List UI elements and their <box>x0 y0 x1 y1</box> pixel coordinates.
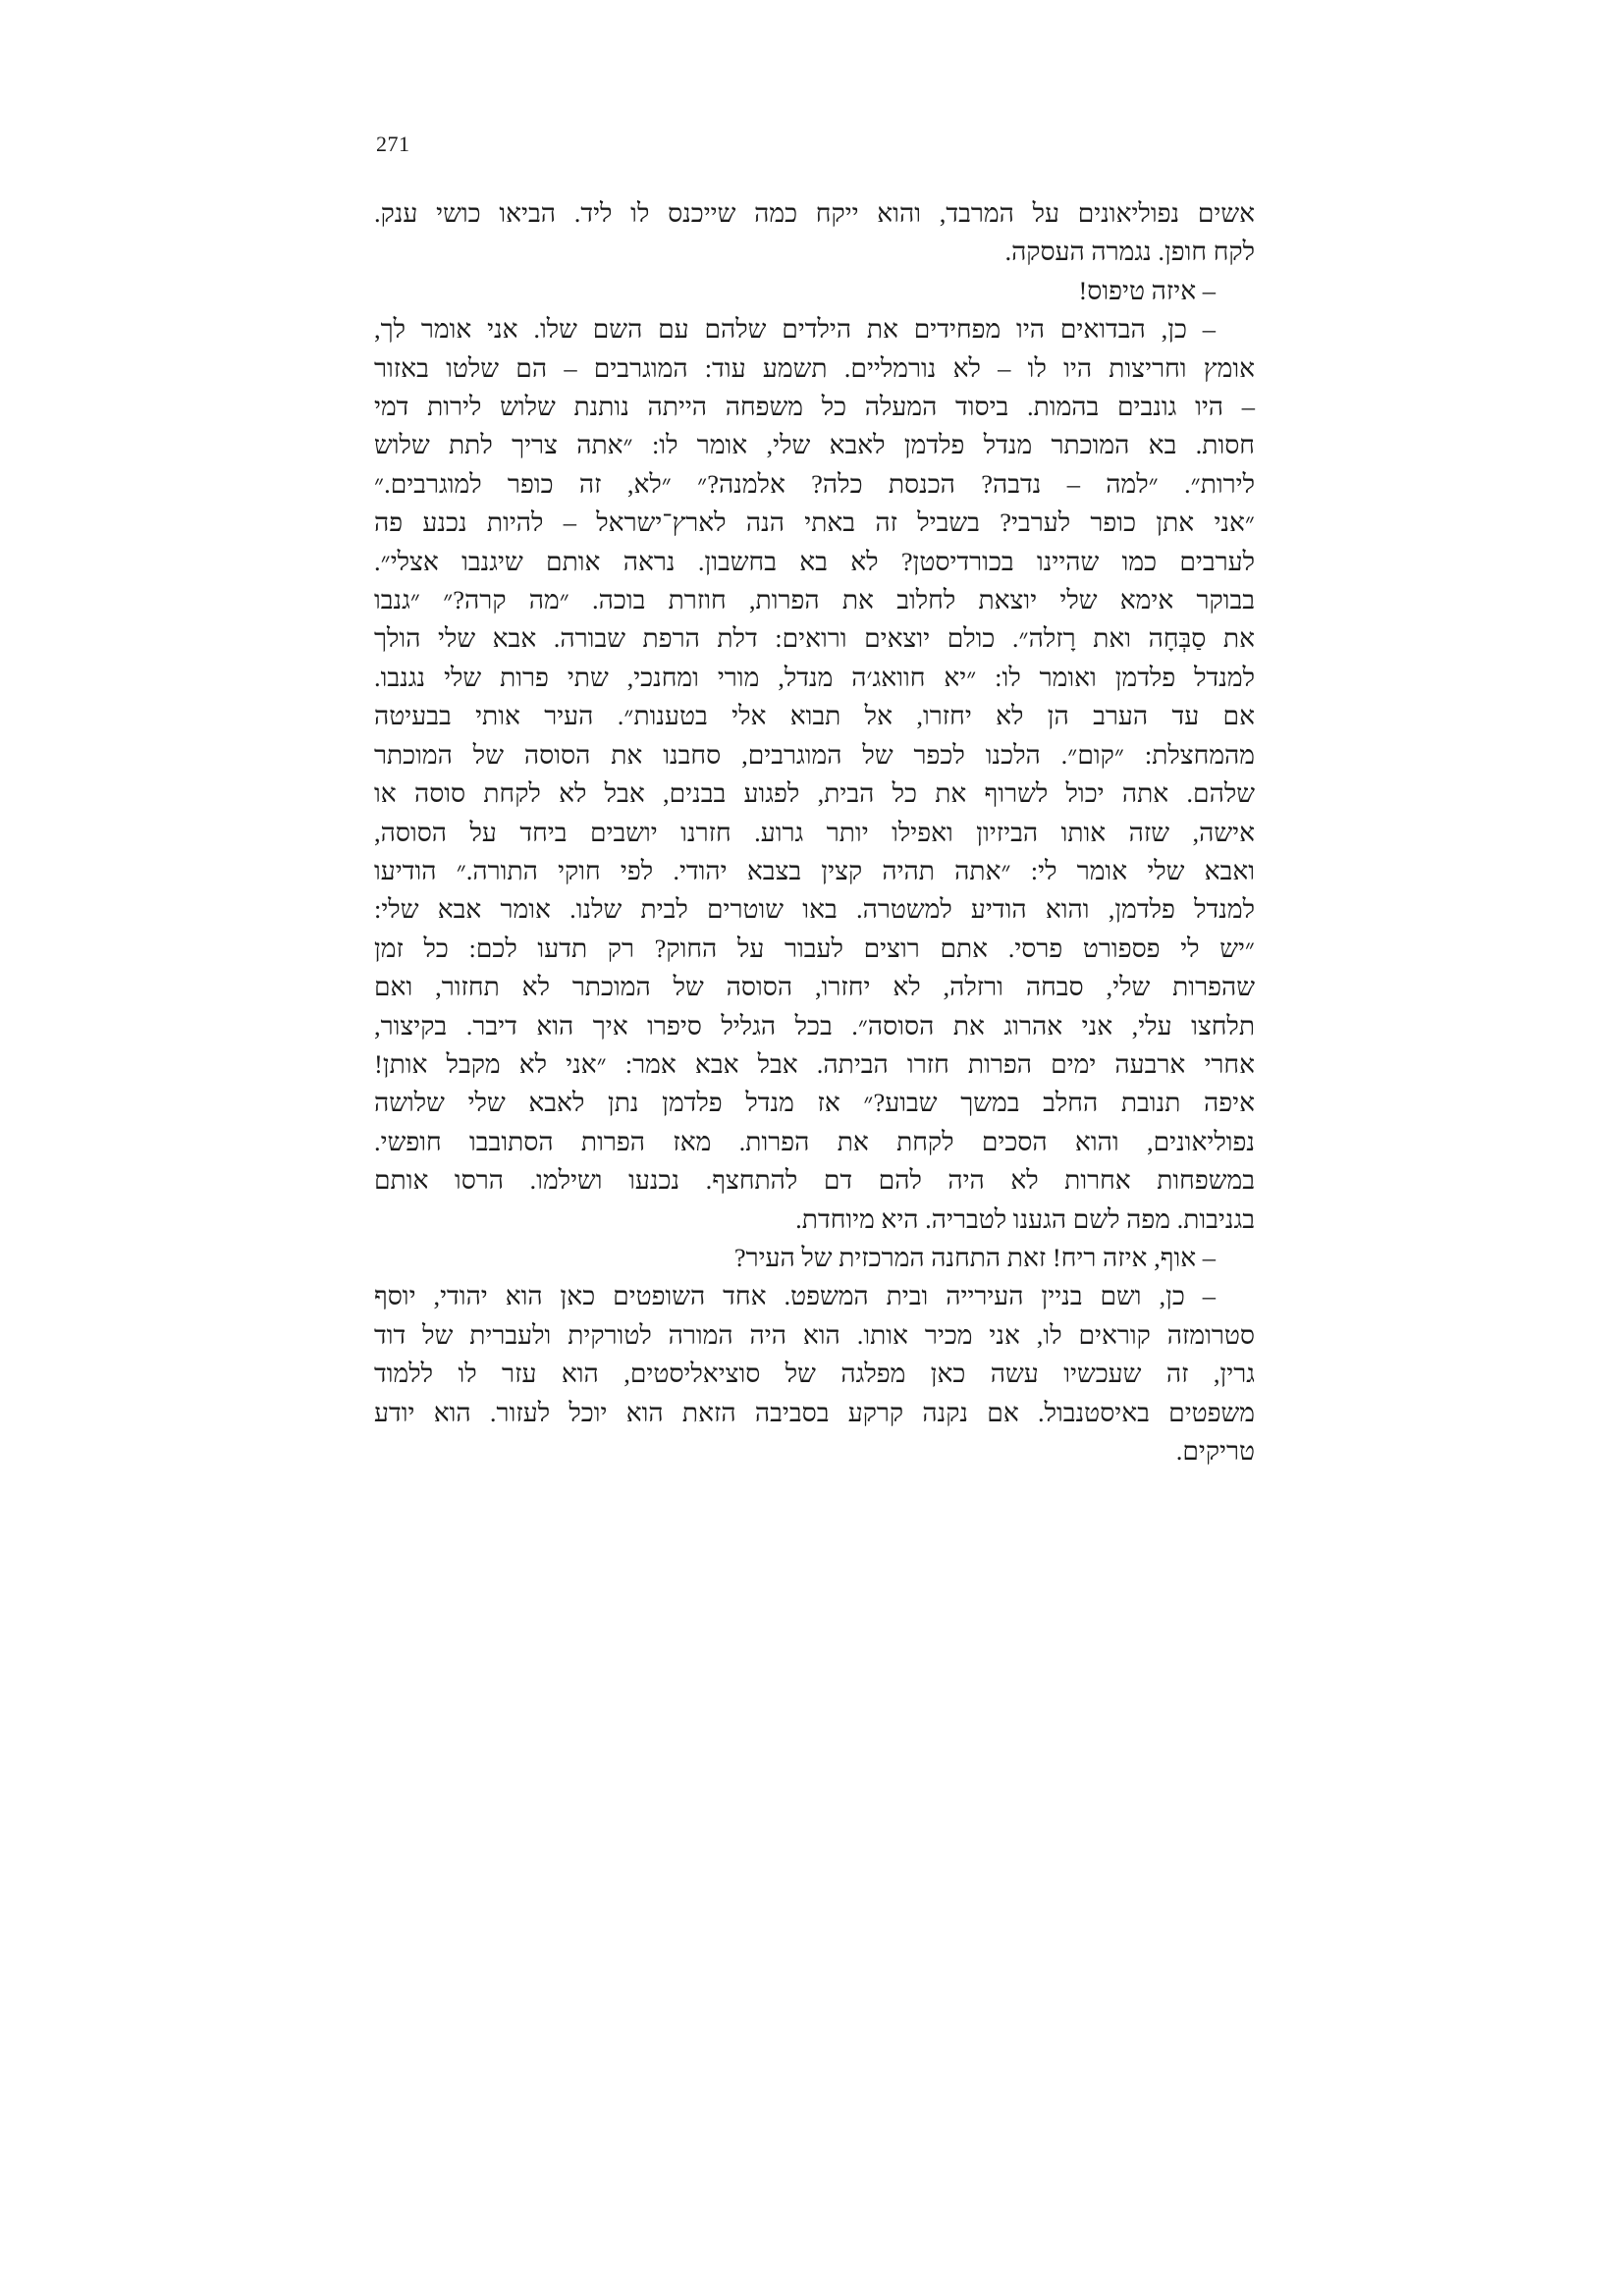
text-line: אם עד הערב הן לא יחזרו, אל תבוא אלי בטענות״. העיר אותי בבעיטה <box>374 701 1255 731</box>
text-line: אחרי ארבעה ימים הפרות חזרו הביתה. אבל אבא אמר: ״אני לא מקבל אותן! <box>374 1048 1255 1079</box>
text-line: את סַבְּחָה ואת רָזלה״. כולם יוצאים ורואים: דלת הרפת שבורה. אבא שלי הולך <box>374 623 1255 654</box>
text-line: אישה, שזה אותו הביזיון ואפילו יותר גרוע. חזרנו יושבים ביחד על הסוסה, <box>374 817 1255 847</box>
text-line: טריקים. <box>1175 1436 1255 1466</box>
text-line: אשים נפוליאונים על המרבד, והוא ייקח כמה שייכנס לו ליד. הביאו כושי ענק. <box>374 198 1255 228</box>
text-line: ״אני אתן כופר לערבי? בשביל זה באתי הנה לארץ־ישראל – להיות נכנע פה <box>374 507 1255 538</box>
text-line: ואבא שלי אומר לי: ״אתה תהיה קצין בצבא יהודי. לפי חוקי התורה.״ הודיעו <box>374 855 1255 885</box>
text-line: איפה תנובת החלב במשך שבוע?״ אז מנדל פלדמן נתן לאבא שלי שלושה <box>374 1088 1255 1118</box>
text-line: לקח חופן. נגמרה העסקה. <box>1004 237 1255 267</box>
text-line: – כן, ושם בניין העירייה ובית המשפט. אחד השופטים כאן הוא יהודי, יוסף <box>374 1281 1216 1311</box>
text-line: בבוקר אימא שלי יוצאת לחלוב את הפרות, חוזרת בוכה. ״מה קרה?״ ״גנבו <box>374 585 1255 615</box>
text-line: למנדל פלדמן, והוא הודיע למשטרה. באו שוטרים לבית שלנו. אומר אבא שלי: <box>374 894 1255 925</box>
body-text <box>374 194 1255 1470</box>
text-line: – אוף, איזה ריח! זאת התחנה המרכזית של העיר? <box>733 1242 1216 1272</box>
text-line: במשפחות אחרות לא היה להם דם להתחצף. נכנעו ושילמו. הרסו אותם <box>374 1165 1255 1196</box>
text-line: שהפרות שלי, סבחה ורזלה, לא יחזרו, הסוסה של המוכתר לא תחזור, ואם <box>374 972 1255 1002</box>
text-line: בגניבות. מפה לשם הגענו לטבריה. היא מיוחדת. <box>795 1203 1255 1234</box>
text-line: משפטים באיסטנבול. אם נקנה קרקע בסביבה הזאת הוא יוכל לעזור. הוא יודע <box>374 1397 1255 1427</box>
text-line: לירות״. ״למה – נדבה? הכנסת כלה? אלמנה?״ ״לא, זה כופר למוגרבים.״ <box>374 468 1255 499</box>
text-line: שלהם. אתה יכול לשרוף את כל הבית, לפגוע בבנים, אבל לא לקחת סוסה או <box>374 778 1255 809</box>
text-line: למנדל פלדמן ואומר לו: ״יא חוואג׳ה מנדל, מורי ומחנכי, שתי פרות שלי נגנבו. <box>374 662 1255 692</box>
text-line: – איזה טיפוס! <box>1078 275 1216 305</box>
text-line: מהמחצלת: ״קום״. הלכנו לכפר של המוגרבים, סחבנו את הסוסה של המוכתר <box>374 739 1255 770</box>
text-line: סטרומזה קוראים לו, אני מכיר אותו. הוא היה המורה לטורקית ולעברית של דוד <box>374 1319 1255 1350</box>
text-line: – כן, הבדואים היו מפחידים את הילדים שלהם עם השם שלו. אני אומר לך, <box>374 314 1216 345</box>
text-line: ״יש לי פספורט פרסי. אתם רוצים לעבור על החוק? רק תדעו לכם: כל זמן <box>374 933 1255 963</box>
text-line: חסות. בא המוכתר מנדל פלדמן לאבא שלי, אומר לו: ״אתה צריך לתת שלוש <box>374 430 1255 460</box>
text-line: גרין, זה שעכשיו עשה כאן מפלגה של סוציאליסטים, הוא עזר לו ללמוד <box>374 1359 1255 1389</box>
text-line: אומץ וחריצות היו לו – לא נורמליים. תשמע עוד: המוגרבים – הם שלטו באזור <box>374 352 1255 383</box>
text-line: לערבים כמו שהיינו בכורדיסטן? לא בא בחשבון. נראה אותם שיגנבו אצלי״. <box>374 546 1255 576</box>
text-line: – היו גונבים בהמות. ביסוד המעלה כל משפחה הייתה נותנת שלוש לירות דמי <box>374 392 1255 422</box>
page-number: 271 <box>376 132 410 156</box>
text-line: נפוליאונים, והוא הסכים לקחת את הפרות. מאז הפרות הסתובבו חופשי. <box>374 1126 1255 1156</box>
text-line: תלחצו עלי, אני אהרוג את הסוסה״. בכל הגליל סיפרו איך הוא דיבר. בקיצור, <box>374 1010 1255 1041</box>
